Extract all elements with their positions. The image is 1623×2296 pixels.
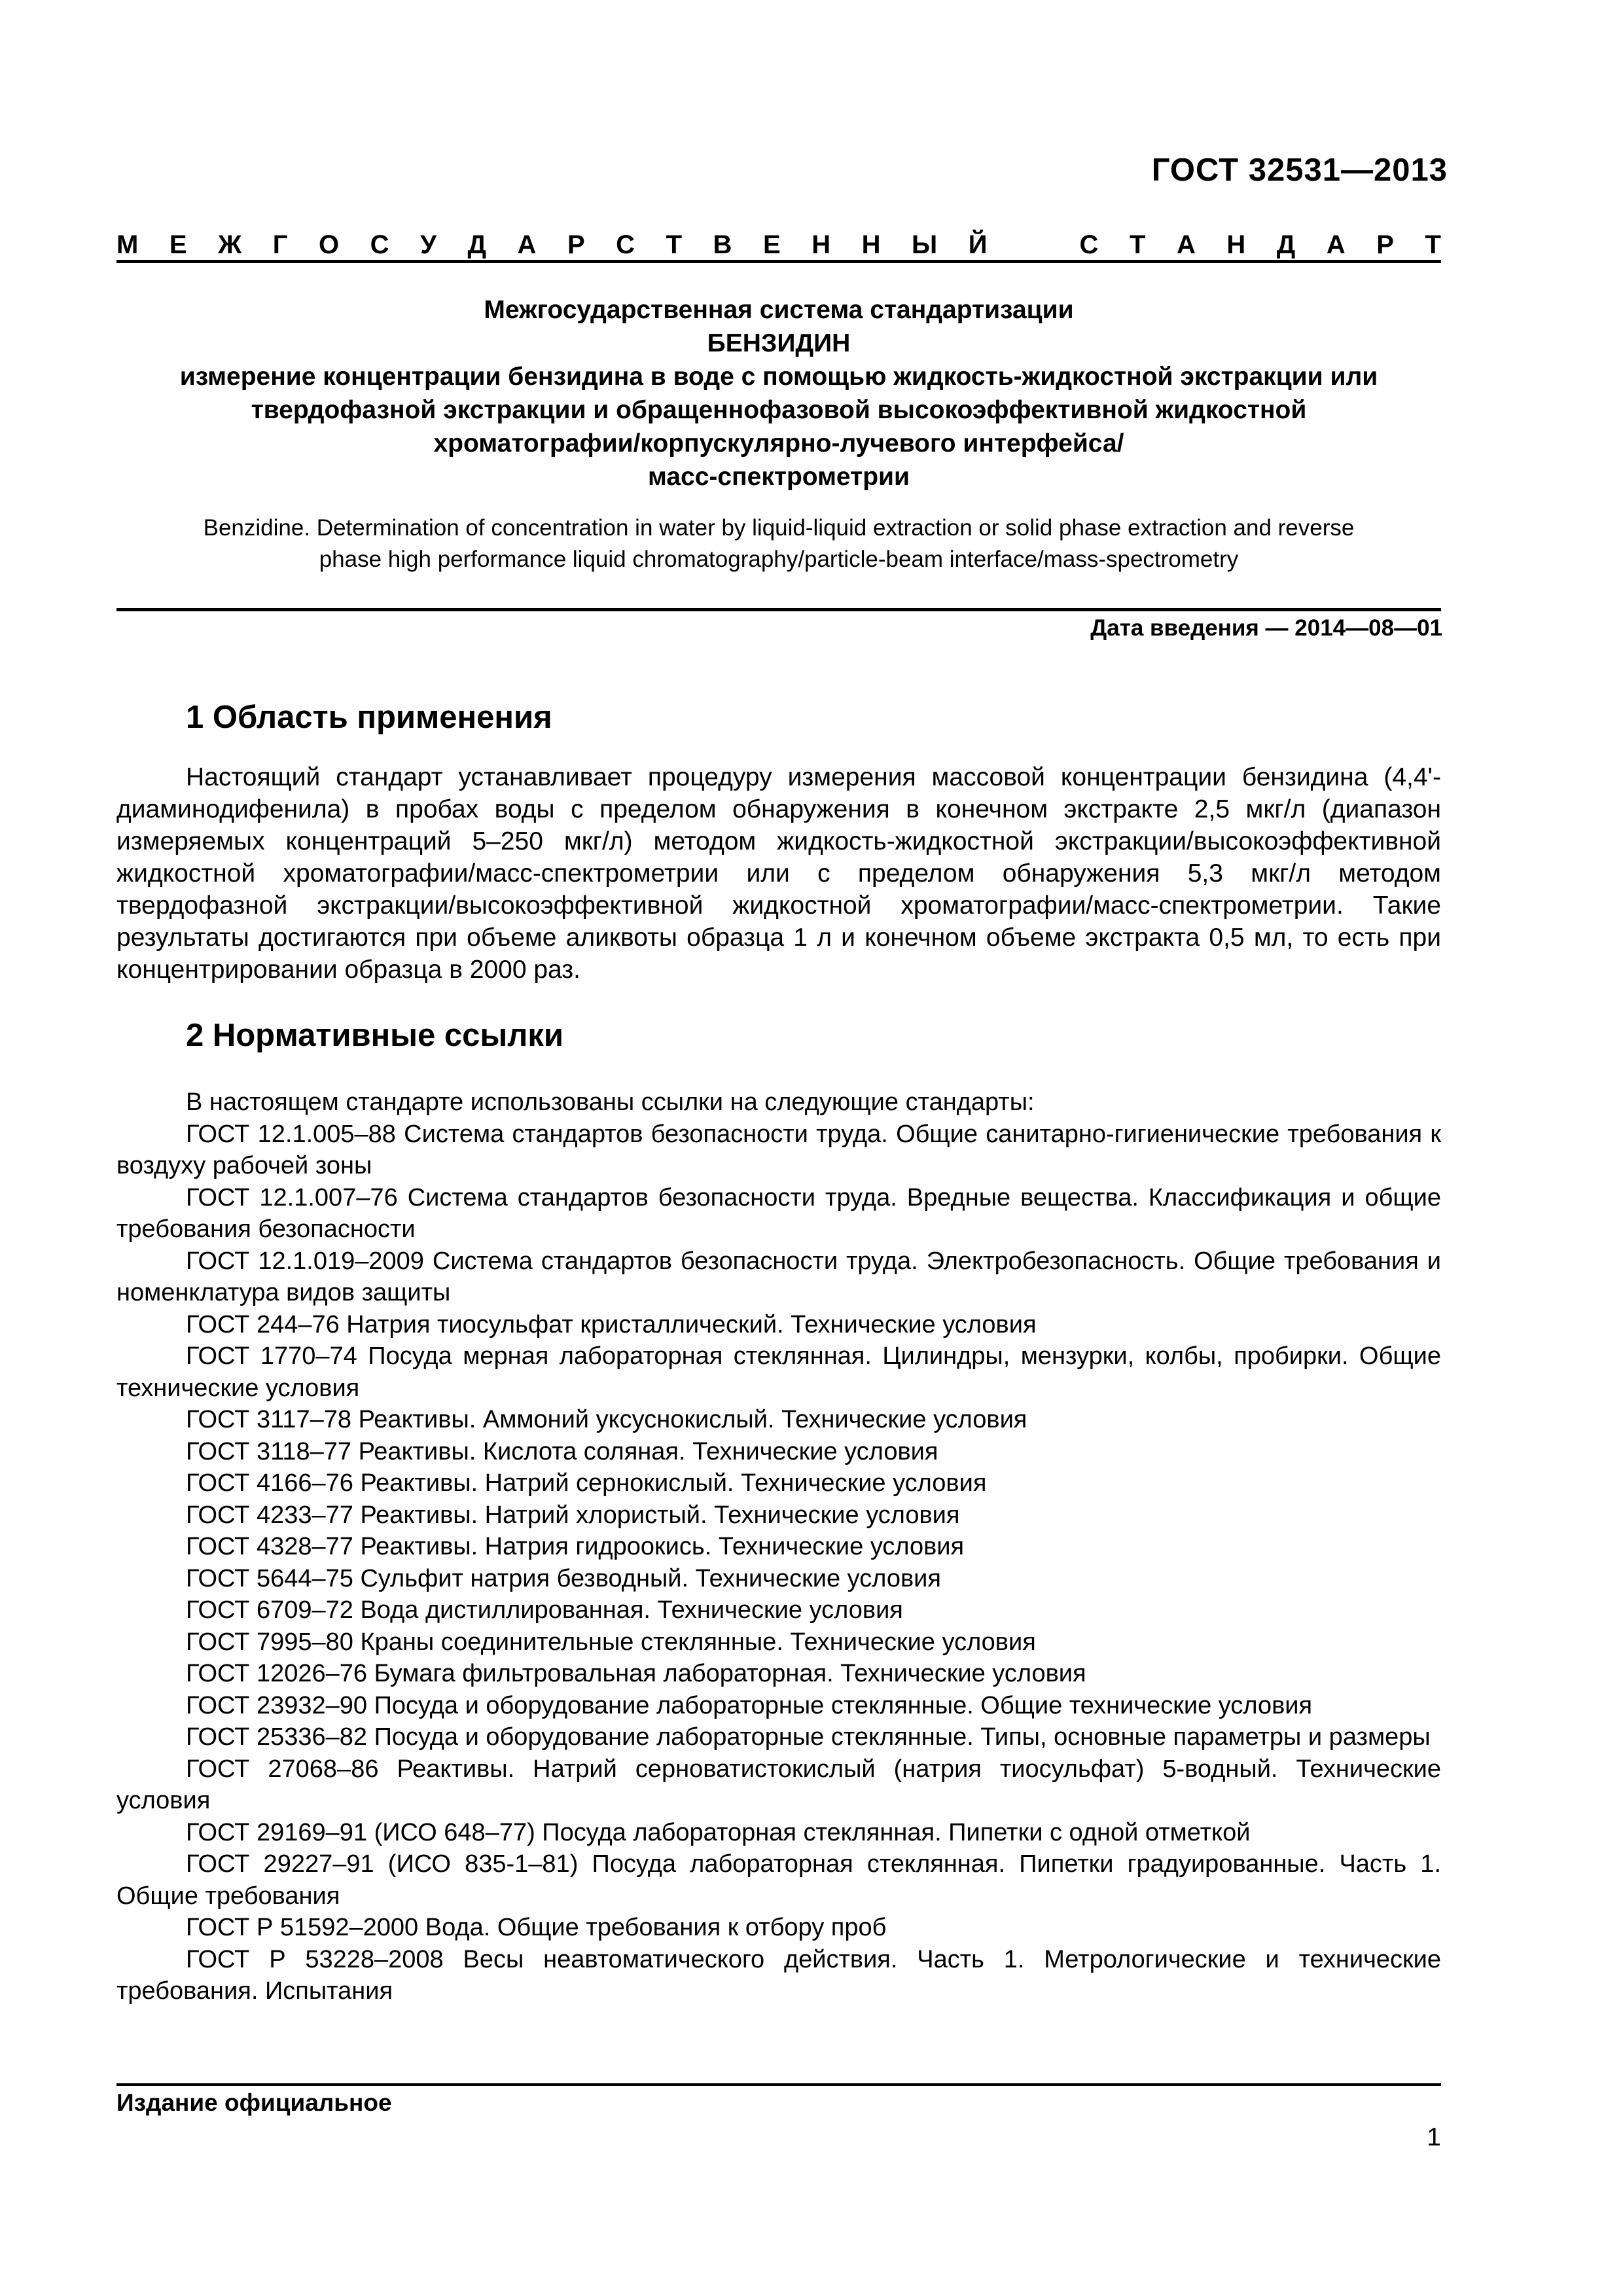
- reference-item: ГОСТ 6709–72 Вода дистиллированная. Технические условия: [186, 1596, 903, 1624]
- banner-letter: В: [713, 230, 732, 259]
- interstate-standard-banner: [116, 226, 1441, 264]
- reference-item: ГОСТ Р 53228–2008 Весы неавтоматического действия. Часть 1. Метрологические и технические требования. Испытания: [116, 1945, 1441, 2005]
- page-number: 1: [1427, 2123, 1441, 2151]
- reference-item: ГОСТ 12026–76 Бумага фильтровальная лабораторная. Технические условия: [186, 1660, 1086, 1687]
- reference-item: ГОСТ 4328–77 Реактивы. Натрия гидроокись. Технические условия: [186, 1533, 965, 1560]
- footer-divider: [116, 2083, 1441, 2086]
- banner-letter: Е: [762, 230, 781, 259]
- banner-letter: А: [1326, 230, 1346, 259]
- banner-letter: С: [1079, 230, 1099, 259]
- banner-letter: С: [370, 230, 389, 259]
- banner-letter: О: [318, 230, 340, 259]
- reference-item: ГОСТ 1770–74 Посуда мерная лабораторная стеклянная. Цилиндры, мензурки, колбы, пробирки. Общие технические условия: [116, 1342, 1441, 1402]
- header-divider: [116, 260, 1441, 263]
- reference-item: ГОСТ 12.1.019–2009 Система стандартов безопасности труда. Электробезопасность. Общие требования и номенклатура видов защиты: [116, 1247, 1441, 1306]
- banner-letter: Ж: [218, 230, 242, 259]
- title-line: измерение концентрации бензидина в воде с помощью жидкость-жидкостной экстракции или: [179, 363, 1378, 391]
- reference-item: ГОСТ 23932–90 Посуда и оборудование лабораторные стеклянные. Общие технические условия: [186, 1691, 1313, 1719]
- english-title-line: Benzidine. Determination of concentration in water by liquid-liquid extraction or solid phase extraction and reverse: [203, 515, 1355, 541]
- references-intro: В настоящем стандарте использованы ссылки на следующие стандарты:: [186, 1088, 1035, 1116]
- banner-letter: Р: [1376, 230, 1394, 259]
- reference-item: ГОСТ 12.1.007–76 Система стандартов безопасности труда. Вредные вещества. Классификация и общие требования безопасности: [116, 1183, 1441, 1243]
- banner-letter: Й: [968, 230, 988, 259]
- reference-item: ГОСТ 12.1.005–88 Система стандартов безопасности труда. Общие санитарно-гигиенические требования к воздуху рабочей зоны: [116, 1120, 1441, 1179]
- official-edition-label: Издание официальное: [116, 2089, 392, 2116]
- banner-letter: Н: [861, 230, 881, 259]
- reference-item: ГОСТ 27068–86 Реактивы. Натрий серноватистокислый (натрия тиосульфат) 5-водный. Технические условия: [116, 1755, 1441, 1814]
- banner-letter: Т: [1425, 230, 1441, 259]
- english-title-line: phase high performance liquid chromatography/particle-beam interface/mass-spectrometry: [319, 547, 1239, 572]
- normative-references-list: [116, 1086, 1441, 2007]
- section-1-text: Настоящий стандарт устанавливает процедуру измерения массовой концентрации бензидина (4,4'-диаминодифенила) в пробах воды с пределом обнаружения в конечном экстракте 2,5 мкг/л (диапазон измеряемых концентраций 5–250 мкг/л) методом жидкость-жидкостной экстракции/высокоэффективной жидкостной хроматографии/масс-спектрометрии или с пределом обнаружения 5,3 мкг/л методом твердофазной экстракции/высокоэффективной жидкостной хроматографии/масс-спектрометрии. Такие результаты достигаются при объеме аликвоты образца 1 л и конечном объеме экстракта 0,5 мл, то есть при концентрировании образца в 2000 раз.: [116, 763, 1441, 984]
- document-title: [85, 293, 1472, 493]
- reference-item: ГОСТ 244–76 Натрия тиосульфат кристаллический. Технические условия: [186, 1310, 1037, 1338]
- banner-letter: Т: [1129, 230, 1146, 259]
- reference-item: ГОСТ 4166–76 Реактивы. Натрий сернокислый. Технические условия: [186, 1469, 987, 1497]
- reference-item: ГОСТ 3117–78 Реактивы. Аммоний уксуснокислый. Технические условия: [186, 1406, 1027, 1433]
- title-line: твердофазной экстракции и обращеннофазовой высокоэффективной жидкостной: [251, 396, 1307, 424]
- title-line: хроматографии/корпускулярно-лучевого интерфейса/: [433, 429, 1124, 457]
- reference-item: ГОСТ 25336–82 Посуда и оборудование лабораторные стеклянные. Типы, основные параметры и размеры: [186, 1723, 1431, 1751]
- reference-item: ГОСТ Р 51592–2000 Вода. Общие требования к отбору проб: [186, 1914, 887, 1941]
- banner-letter: М: [116, 230, 139, 259]
- banner-letter: А: [517, 230, 537, 259]
- title-divider: [116, 608, 1441, 611]
- section-1-heading: 1 Область применения: [186, 700, 552, 735]
- banner-letter: Н: [1226, 230, 1246, 259]
- banner-letter: Ы: [912, 230, 938, 259]
- banner-letter: Д: [1276, 230, 1296, 259]
- banner-letter: Р: [567, 230, 585, 259]
- reference-item: ГОСТ 3118–77 Реактивы. Кислота соляная. Технические условия: [186, 1437, 938, 1465]
- reference-item: ГОСТ 7995–80 Краны соединительные стеклянные. Технические условия: [186, 1628, 1036, 1656]
- english-title: [105, 512, 1453, 575]
- banner-letter: А: [1176, 230, 1196, 259]
- title-line: БЕНЗИДИН: [707, 329, 851, 357]
- section-2-heading: 2 Нормативные ссылки: [186, 1018, 563, 1053]
- banner-letter: Н: [812, 230, 831, 259]
- reference-item: ГОСТ 29169–91 (ИСО 648–77) Посуда лабораторная стеклянная. Пипетки с одной отметкой: [186, 1818, 1251, 1846]
- standard-number: ГОСТ 32531—2013: [1151, 152, 1448, 188]
- banner-letter: С: [616, 230, 635, 259]
- banner-letter: У: [420, 230, 437, 259]
- introduction-date: Дата введения — 2014—08—01: [1090, 615, 1442, 641]
- banner-letter: Г: [272, 230, 288, 259]
- title-line: Межгосударственная система стандартизации: [484, 296, 1074, 324]
- banner-letter: Т: [666, 230, 683, 259]
- banner-letter: Д: [467, 230, 486, 259]
- banner-letter: Е: [169, 230, 187, 259]
- title-line: масс-спектрометрии: [648, 463, 910, 491]
- reference-item: ГОСТ 29227–91 (ИСО 835-1–81) Посуда лабораторная стеклянная. Пипетки градуированные. Часть 1. Общие требования: [116, 1850, 1441, 1910]
- reference-item: ГОСТ 4233–77 Реактивы. Натрий хлористый. Технические условия: [186, 1501, 960, 1529]
- reference-item: ГОСТ 5644–75 Сульфит натрия безводный. Технические условия: [186, 1564, 941, 1592]
